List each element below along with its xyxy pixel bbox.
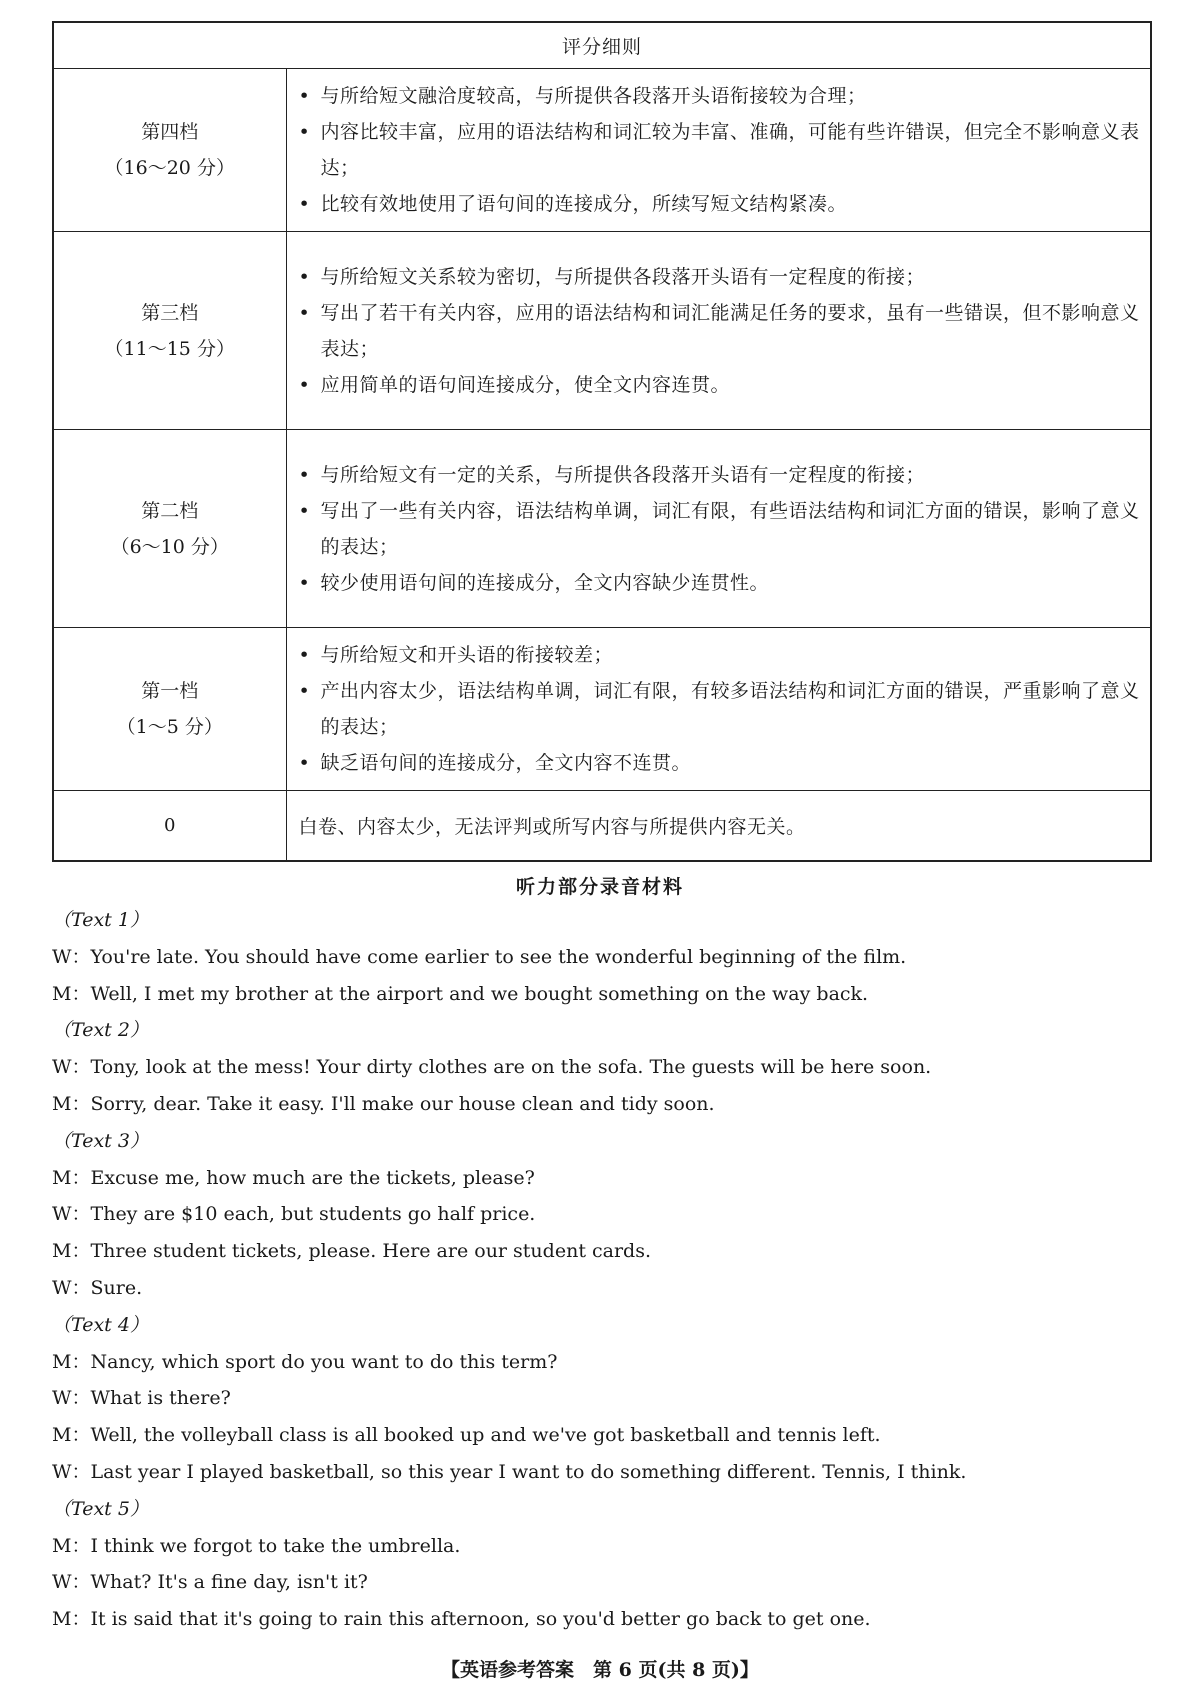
rubric-row-grade-0	[53, 791, 1151, 862]
grade-label: 第一档	[141, 680, 199, 702]
criterion-item: • 与所给短文关系较为密切，与所提供各段落开头语有一定程度的衔接；	[299, 259, 1141, 295]
rubric-header: 评分细则	[53, 22, 1151, 69]
grade-cell	[53, 430, 286, 628]
transcript-heading: （Text 4）	[52, 1313, 149, 1336]
grade-label: 第二档	[141, 499, 199, 522]
criterion-item: • 与所给短文和开头语的衔接较差；	[299, 637, 1141, 673]
grade-cell	[53, 69, 286, 232]
listening-transcript	[52, 902, 1152, 1638]
transcript-line: M：Well, the volleyball class is all booked up and we've got basketball and tennis left.	[52, 1424, 881, 1447]
rubric-row-grade-2	[53, 430, 1151, 628]
criterion-item: • 较少使用语句间的连接成分，全文内容缺少连贯性。	[299, 565, 1141, 601]
rubric-row-grade-1	[53, 628, 1151, 791]
transcript-heading: （Text 3）	[52, 1129, 149, 1152]
transcript-line: W：Last year I played basketball, so this year I want to do something different. Tennis, I think.	[52, 1460, 967, 1483]
transcript-heading: （Text 5）	[52, 1497, 149, 1520]
criteria-cell	[286, 628, 1151, 791]
grade-range: （11～15 分）	[104, 337, 235, 360]
transcript-line: W：Tony, look at the mess! Your dirty clothes are on the sofa. The guests will be here soon.	[52, 1056, 932, 1079]
transcript-line: M：I think we forgot to take the umbrella.	[52, 1534, 461, 1557]
listening-transcript-title: 听力部分录音材料	[515, 876, 684, 898]
transcript-line: M：Well, I met my brother at the airport and we bought something on the way back.	[52, 982, 869, 1005]
grade-range: （16～20 分）	[104, 157, 235, 179]
grade-label: 第三档	[141, 301, 199, 324]
grade-label: 第四档	[141, 121, 199, 143]
transcript-line: M：Excuse me, how much are the tickets, please?	[52, 1166, 535, 1189]
transcript-line: W：Sure.	[52, 1276, 143, 1299]
criterion-item: • 写出了一些有关内容，语法结构单调，词汇有限，有些语法结构和词汇方面的错误，影响了意义的表达；	[299, 493, 1141, 565]
criterion-item: • 产出内容太少，语法结构单调，词汇有限，有较多语法结构和词汇方面的错误，严重影响了意义的表达；	[299, 673, 1141, 745]
transcript-line: M：Nancy, which sport do you want to do this term?	[52, 1350, 558, 1373]
grade-range: （6～10 分）	[110, 535, 229, 558]
grade-label: 0	[53, 791, 286, 862]
criterion-item: • 应用简单的语句间连接成分，使全文内容连贯。	[299, 367, 1141, 403]
criterion-item: 白卷、内容太少，无法评判或所写内容与所提供内容无关。	[286, 791, 1151, 862]
criteria-cell	[286, 430, 1151, 628]
transcript-line: M：Sorry, dear. Take it easy. I'll make our house clean and tidy soon.	[52, 1092, 715, 1115]
transcript-line: W：You're late. You should have come earlier to see the wonderful beginning of the film.	[52, 945, 907, 968]
transcript-line: M：Three student tickets, please. Here are our student cards.	[52, 1240, 651, 1263]
transcript-line: M：It is said that it's going to rain this afternoon, so you'd better go back to get one.	[52, 1608, 871, 1631]
criterion-item: • 与所给短文融洽度较高，与所提供各段落开头语衔接较为合理；	[299, 78, 1141, 114]
grade-cell	[53, 232, 286, 430]
criterion-item: • 缺乏语句间的连接成分，全文内容不连贯。	[299, 745, 1141, 781]
rubric-row-grade-3	[53, 232, 1151, 430]
transcript-line: W：They are $10 each, but students go half price.	[52, 1203, 536, 1226]
criteria-cell	[286, 69, 1151, 232]
rubric-row-grade-4	[53, 69, 1151, 232]
transcript-line: W：What is there?	[52, 1387, 231, 1410]
criterion-item: • 写出了若干有关内容，应用的语法结构和词汇能满足任务的要求，虽有一些错误，但不影响意义表达；	[299, 295, 1141, 367]
transcript-heading: （Text 1）	[52, 909, 149, 931]
criterion-item: • 比较有效地使用了语句间的连接成分，所续写短文结构紧凑。	[299, 186, 1141, 222]
grade-cell	[53, 628, 286, 791]
criterion-item: • 内容比较丰富，应用的语法结构和词汇较为丰富、准确，可能有些许错误，但完全不影响意义表达；	[299, 114, 1141, 186]
scoring-rubric-table	[52, 21, 1152, 862]
criteria-cell	[286, 232, 1151, 430]
grade-range: （1～5 分）	[116, 716, 223, 738]
page-footer: 【英语参考答案 第 6 页(共 8 页)】	[441, 1659, 759, 1681]
criterion-item: • 与所给短文有一定的关系，与所提供各段落开头语有一定程度的衔接；	[299, 457, 1141, 493]
transcript-heading: （Text 2）	[52, 1019, 149, 1042]
transcript-line: W：What? It's a fine day, isn't it?	[52, 1571, 368, 1594]
